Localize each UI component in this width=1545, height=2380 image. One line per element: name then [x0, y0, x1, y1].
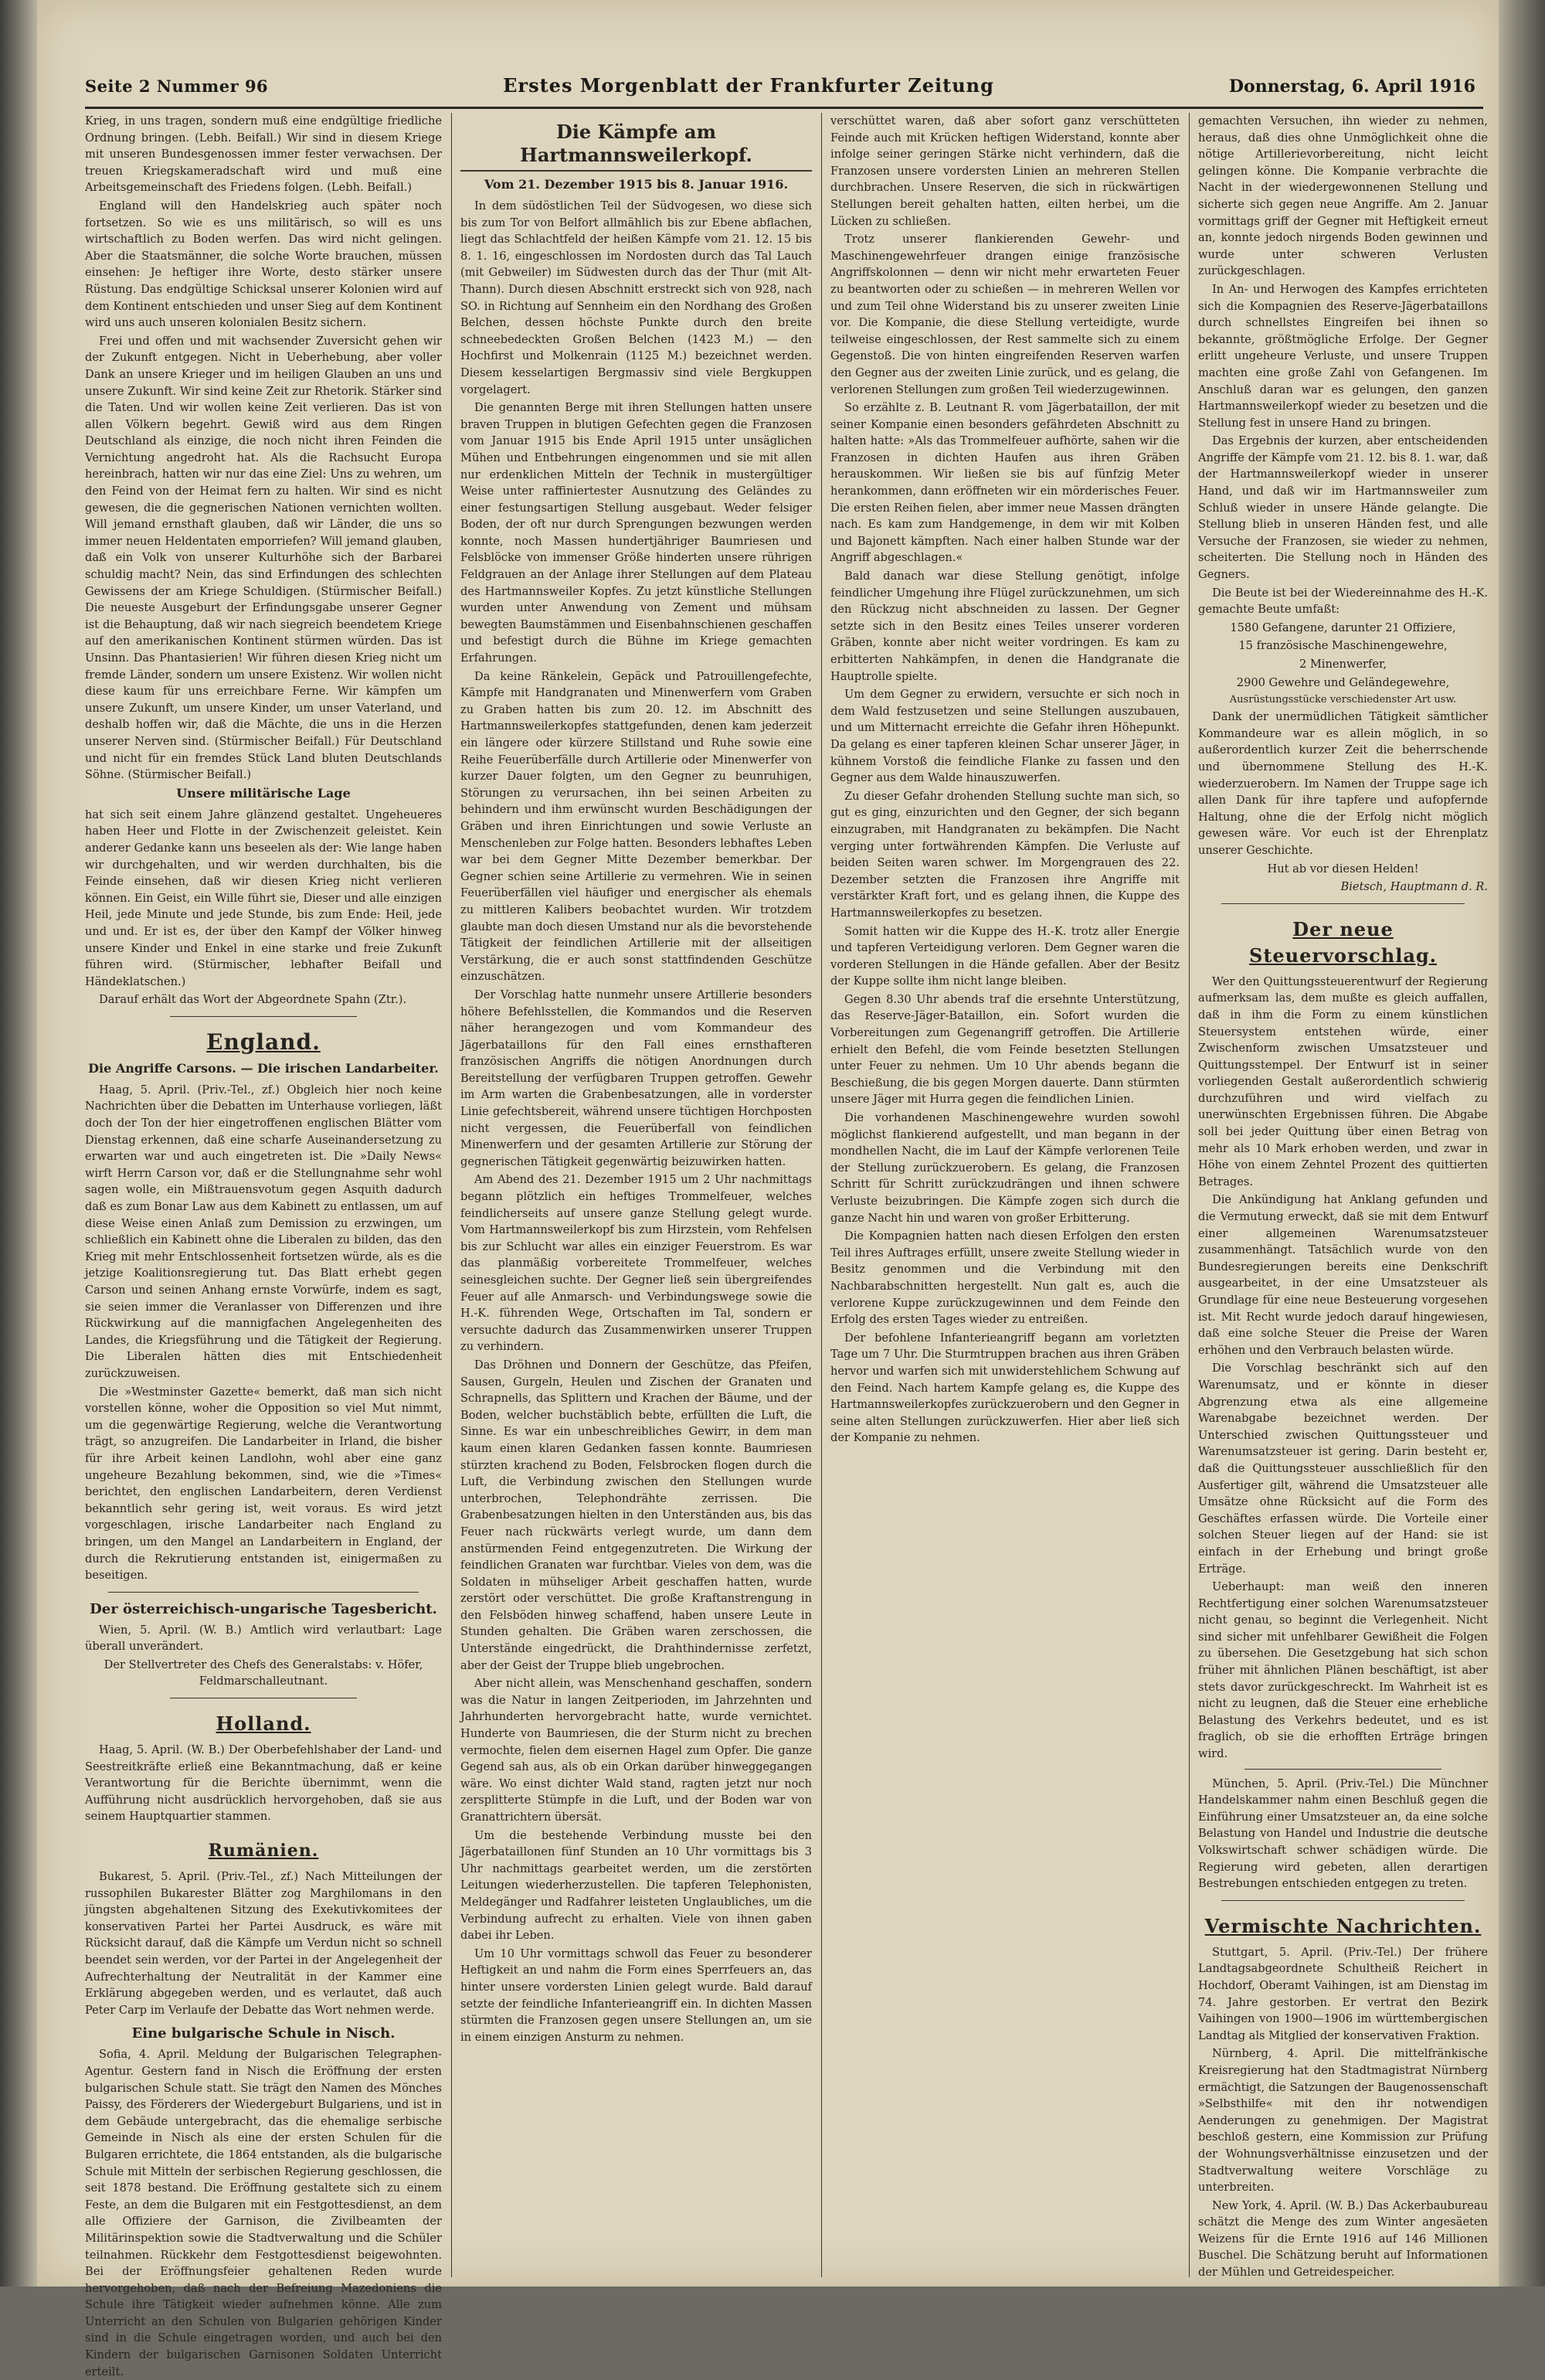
article-paragraph: Zu dieser Gefahr drohenden Stellung suchte man sich, so gut es ging, einzurichten und den Gegner, der sich begann einzugraben, mit Handgranaten zu bekämpfen. Die Nacht verging unter fortwährenden Kämpfen. Die Verluste auf beiden Seiten waren schwer. Im Morgengrauen des 22. Dezember setzten die Franzosen ihre Angriffe mit verstärkter Kraft fort, und es gelang ihnen, die Kuppe des Hartmannsweilerkopfes zu besetzen.	[830, 789, 1180, 920]
section-heading-vermischte: Vermischte Nachrichten.	[1204, 1914, 1482, 1937]
article-paragraph: gemachten Versuchen, ihn wieder zu nehmen, heraus, daß dies ohne Unmöglichkeit ohne die nötige Artillerievorbereitung, nicht leicht gelingen könne. Die Kompanie verbrachte die Nacht in der wiedergewonnenen Stellung und sicherte sich gegen neue Angriffe. Am 2. Januar vormittags griff der Gegner mit Heftigkeit erneut an, konnte jedoch nirgends Boden gewinnen und wurde unter schweren Verlusten zurückgeschlagen.	[1198, 114, 1488, 278]
article-paragraph: Nürnberg, 4. April. Die mittelfränkische Kreisregierung hat den Stadtmagistrat Nürnberg ermächtigt, die Satzungen der Baugenossenschaft »Selbsthilfe« mit den ihr notwendigen Aenderungen zu genehmigen. Der Magistrat beschloß gestern, eine Kommission zur Prüfung der Wohnungsverhältnisse einzusetzen und der Stadtverwaltung weitere Vorschläge zu unterbreiten.	[1198, 2047, 1488, 2195]
article-paragraph: Am Abend des 21. Dezember 1915 um 2 Uhr nachmittags begann plötzlich ein heftiges Trommelfeuer, welches feindlicherseits auf unsere ganze Stellung gelegt wurde. Vom Hartmannsweilerkopf bis zum Hirzstein, vom Rehfelsen bis zur Schlucht war alles ein einziger Feuerstrom. Es war das planmäßig vorbereitete Trommelfeuer, welches seinesgleichen suchte. Der Gegner ließ sein übergreifendes Feuer auf alle Anmarsch- und Verbindungswege sowie die H.-K. führenden Wege, Ortschaften im Tal, sondern er versuchte dadurch das Zusammenwirken unserer Truppen zu verhindern.	[460, 1173, 812, 1354]
article-headline: Der österreichisch-ungarische Tagesbericht.	[90, 1600, 437, 1617]
column-1	[85, 113, 442, 2378]
article-paragraph: Die Ankündigung hat Anklang gefunden und die Vermutung erweckt, daß sie mit dem Entwurf einer allgemeinen Warenumsatzsteuer zusammenhängt. Tatsächlich wurde von den Bundesregierungen bereits eine Denkschrift ausgearbeitet, in der eine Umsatzsteuer als Grundlage für eine neue Besteuerung vorgesehen ist. Mit Recht wurde jedoch darauf hingewiesen, daß eine solche Steuer die Preise der Waren erhöhen und den Verbrauch belasten würde.	[1198, 1193, 1488, 1357]
article-paragraph: Stuttgart, 5. April. (Priv.-Tel.) Der frühere Landtagsabgeordnete Schultheiß Reichert in Hochdorf, Oberamt Vaihingen, ist am Dienstag im 74. Jahre gestorben. Er vertrat den Bezirk Vaihingen von 1900—1906 im württembergischen Landtag als Mitglied der konservativen Fraktion.	[1198, 1945, 1488, 2042]
article-paragraph: England will den Handelskrieg auch später noch fortsetzen. So wie es uns militärisch, so will es uns wirtschaftlich zu Boden werfen. Das wird nicht gelingen. Aber die Staatsmänner, die solche Worte brauchen, müssen einsehen: Je heftiger ihre Worte, desto stärker unsere Rüstung. Das endgültige Schicksal unserer Kolonien wird auf dem Kontinent entschieden und unser Sieg auf dem Kontinent wird uns auch unseren kolonialen Besitz sichern.	[85, 199, 442, 330]
page-edge-shadow	[1499, 0, 1545, 2286]
article-headline: Eine bulgarische Schule in Nisch.	[131, 2025, 396, 2042]
article-paragraph: Sofia, 4. April. Meldung der Bulgarischen Telegraphen-Agentur. Gestern fand in Nisch die Eröffnung der ersten bulgarischen Schule statt. Sie trägt den Namen des Mönches Paissy, des Förderers der Wiedergeburt Bulgariens, und ist in dem Gebäude untergebracht, das die ehemalige serbische Gemeinde in Nisch als eine der ersten Schulen für die Bulgaren errichtete, die 1864 entstanden, als die bulgarische Schule mit Mitteln der serbischen Regierung geschlossen, die seit 1878 bestand. Die Eröffnung gestaltete sich zu einem Feste, an dem die Bulgaren mit ein Festgottesdienst, an dem alle Offiziere der Garnison, die Zivilbeamten der Militärinspektion sowie die Stadtverwaltung und die Schüler teilnahmen. Rückkehr dem Festgottesdienst beigewohnten. Bei der Eröffnungsfeier gehaltenen Reden wurde hervorgehoben, daß nach der Befreiung Mazedoniens die Schule ihre Tätigkeit wieder aufnehmen könne. Alle zum Unterricht an den Schulen von Bulgarien gehörigen Kinder sind in die Schule eingetragen worden, und auch bei den Kindern der bulgarischen Garnisonen Soldaten Unterricht erteilt.	[85, 2048, 442, 2378]
newspaper-title: Erstes Morgenblatt der Frankfurter Zeitung	[503, 74, 994, 97]
masthead-rule	[85, 107, 1483, 109]
article-paragraph: Das Ergebnis der kurzen, aber entscheidenden Angriffe der Kämpfe vom 21. 12. bis 8. 1. war, daß der Hartmannsweilerkopf wieder in unserer Hand, und daß wir im Hartmannsweiler zum Schluß wieder in unsere Hände gelangte. Die Stellung blieb in unseren Händen fest, und alle Versuche der Franzosen, sie wieder zu nehmen, scheiterten. Die Stellung noch in Händen des Gegners.	[1198, 434, 1488, 582]
article-paragraph: Die Kompagnien hatten nach diesen Erfolgen den ersten Teil ihres Auftrages erfüllt, unsere zweite Stellung wieder in Besitz genommen und die Verbindung mit den Nachbarabschnitten hergestellt. Nun galt es, auch die verlorene Kuppe zurückzugewinnen und dem Feinde den Erfolg des ersten Tages wieder zu entreißen.	[830, 1229, 1180, 1327]
article-paragraph: Bukarest, 5. April. (Priv.-Tel., zf.) Nach Mitteilungen der russophilen Bukarester Blätter zog Marghilomans in den jüngsten abgehaltenen Sitzung des Exekutivkomitees der konservativen Partei her Partei Ausdruck, es wäre mit Rücksicht darauf, daß die Kämpfe um Verdun nicht so schnell beendet sein werden, vor der Partei in der Angelegenheit der Aufrechterhaltung der Neutralität in der Kammer eine Erklärung abgegeben werden, und es verlautet, daß auch Peter Carp im Verlaufe der Debatte das Wort nehmen werde.	[85, 1870, 442, 2017]
article-paragraph: Ueberhaupt: man weiß den inneren Rechtfertigung einer solchen Warenumsatzsteuer nicht genau, so beginnt die Verlegenheit. Nicht sind sicher mit unfehlbarer Gewißheit die Folgen zu übersehen. Die Gesetzgebung hat sich schon früher mit ähnlichen Plänen beschäftigt, ist aber stets davor zurückgeschreckt. Im Wahrheit ist es nicht zu leugnen, daß die Steuer eine erhebliche Belastung des Verkehrs bedeutet, und es ist fraglich, ob sie die erhofften Erträge bringen wird.	[1198, 1580, 1488, 1761]
article-paragraph: Bald danach war diese Stellung genötigt, infolge feindlicher Umgehung ihre Flügel zurückzunehmen, um sich den Rückzug nicht abschneiden zu lassen. Der Gegner setzte sich in den Besitz eines Teiles unserer vorderen Gräben, konnte aber nicht weiter vordringen. Es kam zu erbitterten Nahkämpfen, in denen die Handgranate die Hauptrolle spielte.	[830, 570, 1180, 683]
article-paragraph: Dank der unermüdlichen Tätigkeit sämtlicher Kommandeure war es allein möglich, in so außerordentlich kurzer Zeit die beherrschende und übernommene Stellung des H.-K. wiederzuerobern. Im Namen der Truppe sage ich allen Dank für ihre tapfere und aufopfernde Haltung, ohne die der Erfolg nicht möglich gewesen wäre. Vor euch ist der Ehrenplatz unserer Geschichte.	[1198, 710, 1488, 857]
article-paragraph: Gegen 8.30 Uhr abends traf die ersehnte Unterstützung, das Reserve-Jäger-Bataillon, ein. Sofort wurden die Vorbereitungen zum Gegenangriff getroffen. Die Artillerie erhielt den Befehl, die vom Feinde besetzten Stellungen unter Feuer zu nehmen. Um 10 Uhr abends begann die Beschießung, die bis gegen Morgen dauerte. Dann stürmten unsere Jäger mit Hurra gegen die feindlichen Linien.	[830, 992, 1180, 1107]
article-headline-hartmannsweilerkopf: Die Kämpfe am Hartmannsweilerkopf.	[460, 121, 812, 172]
article-paragraph: Darauf erhält das Wort der Abgeordnete Spahn (Ztr.).	[99, 993, 407, 1007]
newspaper-page	[37, 0, 1499, 2378]
book-gutter-shadow	[0, 0, 37, 2286]
article-paragraph: Das Dröhnen und Donnern der Geschütze, das Pfeifen, Sausen, Gurgeln, Heulen und Zischen der Granaten und Schrapnells, das Splittern und Krachen der Bäume, und der Boden, welcher buchstäblich bebte, erfüllten die Luft, die Sinne. Es war ein unbeschreibliches Gewirr, in dem man kaum einen klaren Gedanken fassen konnte. Baumriesen stürzten krachend zu Boden, Felsbrocken flogen durch die Luft, die Verbindung zwischen den Stellungen wurde unterbrochen, Telephondrähte zerrissen. Die Grabenbesatzungen hielten in den Unterständen aus, bis das Feuer nach rückwärts verlegt wurde, um dann dem anstürmenden Feind entgegenzutreten. Die Wirkung der feindlichen Granaten war furchtbar. Vieles von dem, was die Soldaten in mühseliger Arbeit geschaffen hatten, wurde zerstört oder verschüttet. Die große Kraftanstrengung in den Felsböden hinweg schaffend, haben unsere Leute in Stunden gehalten. Die Gräben waren zerschossen, die Unterstände eingedrückt, die Drahthindernisse zerfetzt, aber der Geist der Truppe blieb ungebrochen.	[460, 1358, 812, 1672]
article-paragraph: Krieg, in uns tragen, sondern muß eine endgültige friedliche Ordnung bringen. (Lebh. Beifall.) Wir sind in diesem Kriege mit unseren Bundesgenossen immer fester verwachsen. Der treuen Kriegskameradschaft wird und muß eine Arbeitsgemeinschaft des Friedens folgen. (Lebh. Beifall.)	[85, 114, 442, 195]
booty-list-item: 1580 Gefangene, darunter 21 Offiziere,	[1230, 620, 1456, 634]
booty-list-item: 15 französische Maschinengewehre,	[1238, 639, 1448, 653]
column-2	[460, 113, 812, 2277]
article-paragraph: In An- und Herwogen des Kampfes errichteten sich die Kompagnien des Reserve-Jägerbataillons durch schnellstes Eingreifen bei ihnen so bekannte, größtmögliche Erfolge. Der Gegner erlitt ungeheure Verluste, und unsere Truppen machten eine große Zahl von Gefangenen. Im Anschluß daran war es gelungen, den ganzen Hartmannsweilerkopf wieder zu besetzen und die Stellung fest in unsere Hand zu bringen.	[1198, 282, 1488, 430]
article-paragraph: Um die bestehende Verbindung musste bei den Jägerbataillonen fünf Stunden an 10 Uhr vormittags bis 3 Uhr nachmittags gearbeitet werden, um die zerstörten Leitungen wiederherzustellen. Die tapferen Telephonisten, Meldegänger und Radfahrer leisteten Unglaubliches, um die Verbindung aufrecht zu erhalten. Viele von ihnen gaben dabei ihr Leben.	[460, 1828, 812, 1943]
masthead	[85, 74, 1475, 105]
article-paragraph: Die »Westminster Gazette« bemerkt, daß man sich nicht vorstellen könne, woher die Opposition so viel Mut nimmt, um die gegenwärtige Regierung, welche die Verantwortung trägt, so anzugreifen. Die Landarbeiter in Irland, die bisher für ihre Arbeit keinen Landlohn, wohl aber eine ganz ungeheure Bezahlung bekommen, sind, wie die »Times« berichtet, den englischen Landarbeitern, deren Verdienst bekanntlich sehr gering ist, weit voraus. Es wird jetzt vorgeschlagen, irische Landarbeiter nach England zu bringen, um den Mangel an Landarbeitern in England, der durch die Rekrutierung entstanden ist, einigermaßen zu beseitigen.	[85, 1385, 442, 1583]
booty-list-item: 2 Minenwerfer,	[1299, 658, 1387, 671]
article-paragraph: München, 5. April. (Priv.-Tel.) Die Münchner Handelskammer nahm einen Beschluß gegen die Einführung einer Umsatzsteuer an, da eine solche Belastung von Handel und Industrie die deutsche Volkswirtschaft schwer schädigen würde. Die Regierung wird gebeten, allen derartigen Bestrebungen entschieden entgegen zu treten.	[1198, 1776, 1488, 1891]
section-heading-holland: Holland.	[216, 1712, 311, 1736]
article-paragraph: Haag, 5. April. (Priv.-Tel., zf.) Obgleich hier noch keine Nachrichten über die Debatten im Unterhause vorliegen, läßt doch der Ton der hier eingetroffenen englischen Blätter vom Dienstag erkennen, daß eine scharfe Auseinandersetzung zu erwarten war und auch eingetreten ist. Die »Daily News« wirft Herrn Carson vor, daß er die Stellungnahme sehr wohl sagen wolle, ein Mißtrauensvotum gegen Asquith dadurch daß es zum Bonar Law aus dem Kabinett zu entlassen, um auf diese Weise einen Anlaß zum Demission zu erzwingen, um schließlich ein Kabinett ohne die Liberalen zu bilden, das den Krieg mit mehr Entschlossenheit fortsetzen würde, als es die jetzige Koalitionsregierung tut. Das Blatt erhebt gegen Carson und seinen Anhang ernste Vorwürfe, indem es sagt, sie seien immer die Veranlasser von Differenzen und ihre Rückwirkung auf die mannigfachen Angelegenheiten des Landes, die Kriegsführung und die Tätigkeit der Regierung. Die Liberalen hätten dies mit Entschiedenheit zurückzuweisen.	[85, 1083, 442, 1380]
divider	[1221, 1900, 1465, 1901]
section-heading-england: England.	[206, 1028, 321, 1055]
article-paragraph: New York, 4. April. (W. B.) Das Ackerbaubureau schätzt die Menge des zum Winter angesäeten Weizens für die Ernte 1916 auf 146 Millionen Buschel. Die Schätzung beruht auf Informationen der Mühlen und Getreidespeicher.	[1198, 2198, 1488, 2280]
section-heading-steuervorschlag: Der neue Steuervorschlag.	[1248, 917, 1438, 967]
article-paragraph: In dem südöstlichen Teil der Südvogesen, wo diese sich bis zum Tor von Belfort allmählich bis zur Ebene abflachen, liegt das Schlachtfeld der heißen Kämpfe vom 21. 12. 15 bis 8. 1. 16, eingeschlossen im Nordosten durch das Tal Lauch (mit Gebweiler) im Südwesten durch das der Thur (mit Alt-Thann). Durch diesen Abschnitt erstreckt sich von 928, nach SO. in Richtung auf Sennheim ein den Nordhang des Großen Belchen, dessen höchste Punkte durch den breite schneebedeckten Großen Belchen (1423 M.) — den Hochfirst und Molkenrain (1125 M.) bezeichnet werden. Diesem kesselartigen Bergmassiv sind viele Bergkuppen vorgelagert.	[460, 199, 812, 396]
divider	[170, 1016, 357, 1017]
issue-date: Donnerstag, 6. April 1916	[1228, 76, 1475, 97]
article-dateline: Vom 21. Dezember 1915 bis 8. Januar 1916.	[484, 177, 789, 192]
section-heading-rumaenien: Rumänien.	[208, 1841, 319, 1862]
column-rule	[451, 113, 452, 2277]
section-subheading: Unsere militärische Lage	[176, 785, 351, 801]
divider	[108, 1592, 419, 1593]
article-paragraph: Da keine Ränkelein, Gepäck und Patrouillengefechte, Kämpfe mit Handgranaten und Minenwerfern vom Graben zu Graben hatten bis zum 20. 12. im Abschnitt des Hartmannsweilerkopfes stattgefunden, denen kam jederzeit ein längere oder kürzere Stillstand und Ruhe sowie eine Reihe Feuerüberfälle durch Artillerie oder Minenwerfer von kurzer Dauer folgten, um den Gegner zu beunruhigen, Störungen zu verursachen, ihn bei seinen Arbeiten zu behindern und ihm erwünscht wurden Beschädigungen der Gräben und ihren Einrichtungen und sowie Verluste an Menschenleben zur Folge hatten. Besonders lebhaftes Leben war bei dem Gegner Mitte Dezember bemerkbar. Der Gegner schien seine Artillerie zu vermehren. Wie in seinen Feuerüberfällen viel häufiger und energischer als ehemals zu mittleren Kalibers beobachtet wurden. Wir trotzdem glaubte man doch diesen Umstand nur als die bevorstehende Tätigkeit der feindlichen Artillerie mit der allseitigen Verstärkung, die er auch sonst stattfindenden Geschütze einzuschätzen.	[460, 669, 812, 984]
article-paragraph: Der Vorschlag hatte nunmehr unsere Artillerie besonders höhere Befehlsstellen, die Kommandos und die Reserven näher herangezogen und vom Kommandeur des Jägerbataillons für den Fall eines ernsthafteren französischen Angriffs die nötigen Anordnungen durch Bereitstellung der verfügbaren Truppen getroffen. Gewehr im Arm warten die Grabenbesatzungen, alle in vorderster Linie gefechtsbereit, während unsere tüchtigen Horchposten nicht vergessen, die Feuerüberfall von feindlichen Minenwerfern und der gesamten Artillerie zur Störung der gegnerischen Tätigkeit gegenwärtig beizuwirken hatten.	[460, 988, 812, 1168]
booty-list-item: Ausrüstungsstücke verschiedenster Art usw.	[1229, 694, 1457, 706]
divider	[1221, 903, 1465, 904]
article-headline: Die Angriffe Carsons. — Die irischen Landarbeiter.	[88, 1060, 439, 1076]
divider	[1244, 1769, 1441, 1770]
article-paragraph: Um dem Gegner zu erwidern, versuchte er sich noch in dem Wald festzusetzen und seine Stellungen auszubauen, und um Mitternacht erreichte die Gefahr ihren Höhepunkt. Da gelang es einer tapferen kleinen Schar unserer Jäger, in kühnem Vorstoß die feindliche Flanke zu fassen und den Gegner aus dem Walde hinauszuwerfen.	[830, 688, 1180, 785]
article-paragraph: hat sich seit einem Jahre glänzend gestaltet. Ungeheueres haben Heer und Flotte in der Zwischenzeit geleistet. Kein anderer Gedanke kann uns beseelen als der: Wie lange haben wir durchgehalten, und wir werden durchhalten, bis die Feinde einsehen, daß wir diesen Krieg nicht verlieren können. Ein Geist, ein Wille führt sie, Dieser und alle einzigen Heil, jede Minute und jede Stunde, bis zum Ende: Heil, jede und und. Er ist es, der über den Kampf der Völker hinweg unsere Kinder und Enkel in eine starke und freie Zukunft führen wird. (Stürmischer, lebhafter Beifall und Händeklatschen.)	[85, 808, 442, 988]
article-closing-line: Hut ab vor diesen Helden!	[1267, 862, 1419, 876]
article-signature: Der Stellvertreter des Chefs des Generalstabs: v. Höfer, Feldmarschalleutnant.	[104, 1658, 423, 1688]
page-number: Seite 2 Nummer 96	[85, 76, 269, 96]
article-paragraph: Die vorhandenen Maschinengewehre wurden sowohl möglichst flankierend aufgestellt, und man begann in der mondhellen Nacht, die im Lauf der Kämpfe verlorenen Teile der Stellung zurückzuerobern. Es gelang, die Franzosen Schritt für Schritt zurückzudrängen und ihnen schwere Verluste beizubringen. Die Kämpfe zogen sich durch die ganze Nacht hin und waren von großer Erbitterung.	[830, 1111, 1180, 1225]
column-rule	[1189, 113, 1190, 2277]
article-paragraph: Frei und offen und mit wachsender Zuversicht gehen wir der Zukunft entgegen. Nicht in Ueberhebung, aber voller Dank an unsere Krieger und im heiligen Glauben an uns und unsere Zukunft. Wir sind keine Zeit zur Rhetorik. Stärker sind die Taten. Und wir wollen keine Zeit verlieren. Das ist von allen Völkern begehrt. Gewiß wird aus dem Ringen Deutschland als einzige, die noch nicht ihren Feinden die Vernichtung angedroht hat. Als die Rachsucht Europa hereinbrach, hatten wir nur das eine Ziel: Uns zu wehren, um den Feind von der Heimat fern zu halten. Wir sind es nicht gewesen, die die gegnerischen Nationen vernichten wollten. Will jemand ernsthaft glauben, daß wir Länder, die uns so immer neuen Heldentaten emporriefen? Will jemand glauben, daß ein Volk von unserer Kulturhöhe sich der Barbarei schuldig macht? Nein, das sind Erfindungen des schlechten Gewissens der am Kriege Schuldigen. (Stürmischer Beifall.) Die neueste Ausgeburt der Erfindungsgabe unserer Gegner ist die Behauptung, daß wir nach siegreich beendetem Kriege auf den amerikanischen Kontinent stürmen würden. Das ist Unsinn. Das Phantasierien! Wir führen diesen Krieg nicht um fremde Länder, sondern um unsere Existenz. Wir wollen nicht diese kaum für uns erreichbare Ferne. Wir kämpfen um unsere Zukunft, um unsere Kinder, um unser Vaterland, und deshalb hoffen wir, daß die Mächte, die uns in die Herzen unserer Nerven sind. (Stürmischer Beifall.) Für Deutschland und nicht für ein fremdes Stück Land bluten Deutschlands Söhne. (Stürmischer Beifall.)	[85, 334, 442, 782]
column-rule	[821, 113, 822, 2277]
article-paragraph: Haag, 5. April. (W. B.) Der Oberbefehlshaber der Land- und Seestreitkräfte erließ eine Bekanntmachung, daß er keine Verantwortung für die Berichte übernimmt, wenn die Aufführung nicht ausdrücklich hervorgehoben, daß sie aus seinem Hauptquartier stammen.	[85, 1743, 442, 1824]
article-paragraph: Die genannten Berge mit ihren Stellungen hatten unsere braven Truppen in blutigen Gefechten gegen die Franzosen vom Januar 1915 bis Ende April 1915 unter unsäglichen Mühen und Entbehrungen eingenommen und sie mit allen nur erdenklichen Mitteln der Technik in mustergültiger Weise unter raffiniertester Ausnutzung des Geländes zu einer festungsartigen Stellung ausgebaut. Weder felsiger Boden, der oft nur durch Sprengungen bezwungen werden konnte, noch Massen hundertjähriger Baumriesen und Felsblöcke von immenser Größe hinderten unsere rührigen Feldgrauen an der Anlage ihrer Stellungen auf dem Plateau des Hartmannsweiler Kopfes. Zu jetzt künstliche Stellungen wurden unter Anwendung von Zement und mühsam bewegten Baumstämmen und Eisenbahnschienen geschaffen und befestigt durch die Bühne im Kriege gemachten Erfahrungen.	[460, 401, 812, 665]
article-signature: Bietsch, Hauptmann d. R.	[1340, 880, 1488, 894]
article-paragraph: Der befohlene Infanterieangriff begann am vorletzten Tage um 7 Uhr. Die Sturmtruppen brachen aus ihren Gräben hervor und warfen sich mit unwiderstehlichem Schwung auf den Feind. Nach hartem Kampfe gelang es, die Kuppe des Hartmannsweilerkopfes zurückzuerobern und den Gegner in seine alten Stellungen zurückzuwerfen. Hier aber ließ sich der Kompanie zu nehmen.	[830, 1331, 1180, 1445]
column-4	[1198, 113, 1488, 2280]
article-paragraph: So erzählte z. B. Leutnant R. vom Jägerbataillon, der mit seiner Kompanie einen besonders gefährdeten Abschnitt zu halten hatte: »Als das Trommelfeuer aufhörte, sahen wir die Franzosen in dichten Haufen aus ihren Gräben herauskommen. Wir ließen sie bis auf fünfzig Meter herankommen, dann eröffneten wir ein mörderisches Feuer. Die ersten Reihen fielen, aber immer neue Massen drängten nach. Es kam zum Handgemenge, in dem wir mit Kolben und Bajonett kämpften. Nach einer halben Stunde war der Angriff abgeschlagen.«	[830, 401, 1180, 565]
article-paragraph: Wer den Quittungssteuerentwurf der Regierung aufmerksam las, dem mußte es gleich auffallen, daß in ihm die Form zu einem künstlichen Steuersystem entstehen würde, einer Zwischenform zwischen Umsatzsteuer und Quittungsstempel. Der Entwurf ist in seiner vorliegenden Gestalt außerordentlich schwierig durchzuführen und wird vielfach zu unerwünschten Ergebnissen führen. Die Abgabe soll bei jeder Quittung über einen Betrag von mehr als 10 Mark erhoben werden, und zwar in Höhe von einem Zehntel Prozent des quittierten Betrages.	[1198, 974, 1488, 1188]
column-3	[830, 113, 1180, 2277]
article-paragraph: Die Vorschlag beschränkt sich auf den Warenumsatz, und er könnte in dieser Abgrenzung etwa als eine allgemeine Warenabgabe bezeichnet werden. Der Unterschied zwischen Quittungssteuer und Warenumsatzsteuer ist gering. Darin besteht er, daß die Quittungssteuer ausschließlich für den Ausfertiger gilt, während die Umsatzsteuer alle Umsätze ohne Rücksicht auf die Form des Geschäftes erfassen würde. Die Vorteile einer solchen Steuer liegen auf der Hand: sie ist einfach in der Erhebung und bringt große Erträge.	[1198, 1362, 1488, 1576]
article-paragraph: Wien, 5. April. (W. B.) Amtlich wird verlautbart: Lage überall unverändert.	[85, 1623, 442, 1654]
article-paragraph: verschüttet waren, daß aber sofort ganz verschütteten Feinde auch mit Krücken heftigen Widerstand, konnte aber infolge seiner geringen Stärke nicht verhindern, daß die Franzosen unsere vordersten Linien an mehreren Stellen durchbrachen. Unsere Reserven, die sich in rückwärtigen Stellungen bereit gehalten hatten, eilten herbei, um die Lücken zu schließen.	[830, 114, 1180, 228]
article-paragraph: Die Beute ist bei der Wiedereinnahme des H.-K. gemachte Beute umfaßt:	[1198, 586, 1488, 617]
article-paragraph: Somit hatten wir die Kuppe des H.-K. trotz aller Energie und tapferen Verteidigung verloren. Dem Gegner waren die vorderen Stellungen in die Hände gefallen. Aber der Besitz der Kuppe sollte ihm nicht lange bleiben.	[830, 924, 1180, 988]
article-paragraph: Um 10 Uhr vormittags schwoll das Feuer zu besonderer Heftigkeit an und nahm die Form eines Sperrfeuers an, das hinter unsere vordersten Linien gelegt wurde. Bald darauf setzte der feindliche Infanterieangriff ein. In dichten Massen stürmten die Franzosen gegen unsere Stellungen an, um sie in einem einzigen Ansturm zu nehmen.	[460, 1946, 812, 2044]
article-paragraph: Trotz unserer flankierenden Gewehr- und Maschinengewehrfeuer drangen einige französische Angriffskolonnen — denn wir nicht mehr erwarteten Feuer zu beantworten oder zu schießen — in mehreren Wellen vor und zum Teil ohne Widerstand bis zu unserer zweiten Linie vor. Die Kompanie, die diese Stellung verteidigte, wurde teilweise eingeschlossen, der Rest sammelte sich zu einem Gegenstoß. Die von hinten eingreifenden Reserven warfen den Gegner aus der zweiten Linie zurück, und es gelang, die verlorenen Stellungen zum großen Teil wiederzugewinnen.	[830, 233, 1180, 396]
article-paragraph: Aber nicht allein, was Menschenhand geschaffen, sondern was die Natur in langen Zeitperioden, im Jahrzehnten und Jahrhunderten hervorgebracht hatte, wurde vernichtet. Hunderte von Baumriesen, die der Sturm nicht zu brechen vermochte, fielen dem eisernen Hagel zum Opfer. Die ganze Gegend sah aus, als ob ein Orkan darüber hinweggegangen wäre. Wo einst dichter Wald stand, ragten jetzt nur noch zersplitterte Stümpfe in die Luft, und der Boden war von Granattrichtern übersät.	[460, 1677, 812, 1824]
booty-list-item: 2900 Gewehre und Geländegewehre,	[1236, 675, 1450, 689]
